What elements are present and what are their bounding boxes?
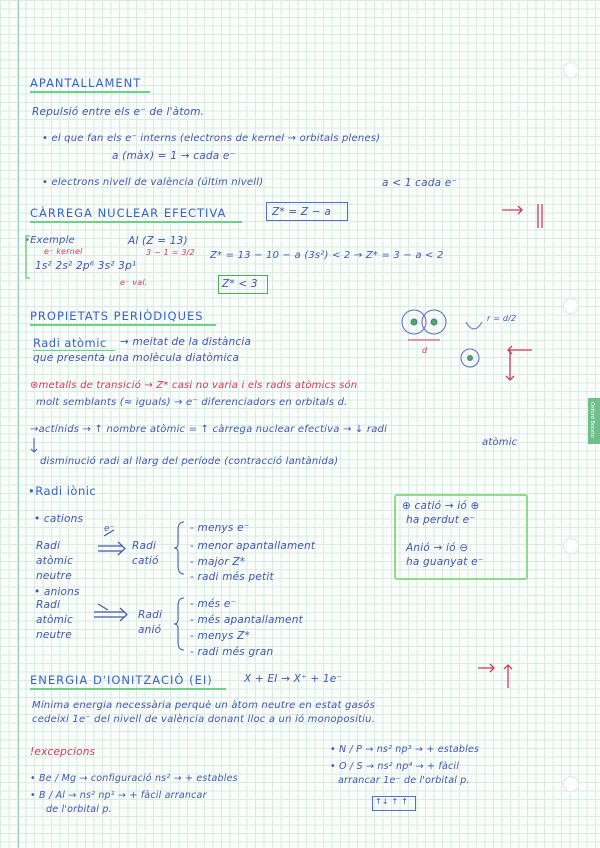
metals-line: ⊛metalls de transició → Z* casi no varia i els radis atòmics són bbox=[30, 380, 358, 391]
radi-ionic-title: •Radi iònic bbox=[28, 484, 97, 498]
exception-item: • N / P → ns² np³ → + estables bbox=[330, 744, 480, 755]
distance-label: d bbox=[422, 346, 428, 355]
formula: a (màx) = 1 → cada e⁻ bbox=[112, 150, 236, 162]
cations-label: • cations bbox=[34, 513, 84, 525]
brace-shape bbox=[174, 522, 184, 650]
zstar-calc: Z* = 13 − 10 − a (3s²) < 2 → Z* = 3 − a < 2 bbox=[210, 250, 444, 261]
val-label: e⁻ val. bbox=[120, 278, 148, 287]
box-text: Anió → ió ⊖ bbox=[406, 542, 469, 554]
exceptions-label: !excepcions bbox=[30, 746, 96, 758]
radi-atomic-word: neutre bbox=[36, 629, 72, 641]
radi-anion-word: anió bbox=[138, 624, 162, 636]
exception-item: • Be / Mg → configuració ns² → + estables bbox=[30, 773, 238, 784]
radius-formula: r = d/2 bbox=[487, 314, 517, 323]
heading-propietats: PROPIETATS PERIÒDIQUES bbox=[30, 309, 204, 323]
down-arrow-icon bbox=[31, 438, 37, 452]
box-text: ha perdut e⁻ bbox=[406, 514, 476, 526]
anion-prop: - menys Z* bbox=[190, 630, 250, 642]
tab-text: Oxford Boceto bbox=[589, 402, 595, 438]
cation-prop: - menor apantallament bbox=[190, 540, 316, 552]
text-line: • electrons nivell de valència (últim nivell) bbox=[42, 177, 264, 188]
double-arrow-icon bbox=[94, 530, 127, 621]
anion-prop: - radi més gran bbox=[190, 646, 274, 658]
radi-atomic-word: neutre bbox=[36, 570, 72, 582]
formula: Z* = Z − a bbox=[272, 206, 332, 218]
exception-item: arrancar 1e⁻ de l'orbital p. bbox=[338, 775, 470, 786]
text-line: molt semblants (≈ iguals) → e⁻ diferenciadors en orbitals d. bbox=[36, 397, 348, 408]
ionization-equation: X + EI → X⁺ + 1e⁻ bbox=[244, 673, 343, 685]
heading-carrega: CÀRREGA NUCLEAR EFECTIVA bbox=[30, 206, 227, 220]
ei-trend-arrow-icon bbox=[478, 664, 512, 688]
element-al: Al (Z = 13) bbox=[128, 235, 188, 247]
anion-prop: - més e⁻ bbox=[190, 598, 237, 610]
anions-label: • anions bbox=[34, 586, 80, 598]
radi-atomic-word: Radi bbox=[36, 540, 61, 552]
radi-anion-word: Radi bbox=[138, 609, 163, 621]
heading-energia: ENERGIA D'IONITZACIÓ (EI) bbox=[30, 673, 213, 687]
exception-item: de l'orbital p. bbox=[46, 804, 112, 815]
orbital-arrows: ↑↓ ↑ ↑ bbox=[375, 797, 409, 806]
cation-prop: - menys e⁻ bbox=[190, 522, 250, 534]
radi-atomic-word: atòmic bbox=[36, 555, 74, 567]
actinids-line: →actínids → ↑ nombre atòmic = ↑ càrrega nuclear efectiva → ↓ radi bbox=[30, 424, 388, 435]
radi-atomic-word: atòmic bbox=[36, 614, 74, 626]
text-line: → meitat de la distància bbox=[120, 336, 252, 348]
example-label: •Exemple bbox=[24, 235, 75, 246]
text-line: atòmic bbox=[482, 437, 518, 448]
electron-label: e⁻ bbox=[104, 524, 115, 534]
text-line: Repulsió entre els e⁻ de l'àtom. bbox=[32, 106, 205, 118]
radi-atomic-title: Radi atòmic bbox=[33, 336, 107, 350]
radi-atomic-word: Radi bbox=[36, 599, 61, 611]
diatomic-icon bbox=[402, 310, 482, 367]
radi-cation-word: catió bbox=[132, 555, 159, 567]
box-text: ha guanyat e⁻ bbox=[406, 556, 484, 568]
exception-item: • B / Al → ns² np¹ → + fàcil arrancar bbox=[30, 790, 207, 801]
period-arrow-icon bbox=[506, 346, 532, 380]
exception-item: • O / S → ns² np⁴ → + fàcil bbox=[330, 761, 460, 772]
config: 1s² 2s² 2p⁶ 3s² 3p¹ bbox=[35, 260, 137, 272]
trend-arrow-icon bbox=[502, 204, 542, 228]
result: Z* < 3 bbox=[222, 278, 258, 290]
cation-prop: - major Z* bbox=[190, 556, 246, 568]
text-line: disminució radi al llarg del període (contracció lantànida) bbox=[40, 456, 339, 467]
heading-apantallament: APANTALLAMENT bbox=[30, 76, 142, 90]
formula: a < 1 cada e⁻ bbox=[382, 177, 458, 189]
text-line: • el que fan els e⁻ interns (electrons de kernel → orbitals plenes) bbox=[42, 133, 381, 144]
anion-prop: - més apantallament bbox=[190, 614, 303, 626]
text-line: Mínima energia necessària perquè un àtom neutre en estat gasós bbox=[32, 700, 375, 711]
text-line: que presenta una molècula diatòmica bbox=[33, 352, 240, 364]
text-line: cedeixi 1e⁻ del nivell de valència donant lloc a un ió monopositiu. bbox=[32, 714, 376, 725]
kernel-label: e⁻ kernel bbox=[44, 247, 83, 256]
radi-cation-word: Radi bbox=[132, 540, 157, 552]
box-text: ⊕ catió → ió ⊕ bbox=[402, 500, 480, 512]
calc: 3 − 1 = 3/2 bbox=[146, 248, 195, 257]
bracket-shape bbox=[26, 236, 30, 278]
cation-prop: - radi més petit bbox=[190, 571, 274, 583]
